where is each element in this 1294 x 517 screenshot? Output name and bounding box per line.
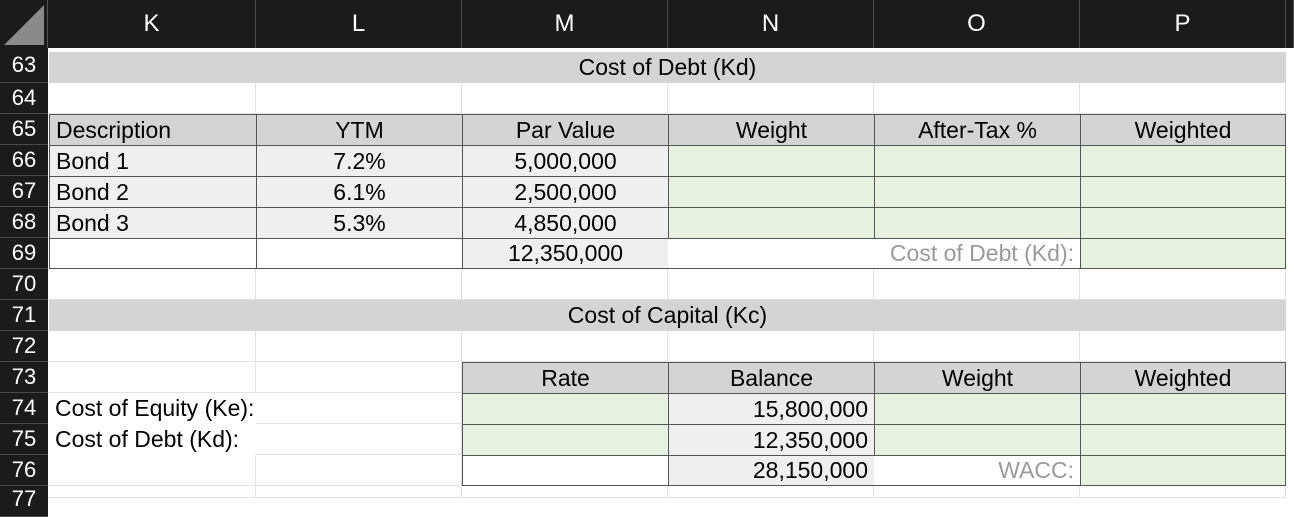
bond-3-weight[interactable] xyxy=(668,207,875,239)
cell-l69[interactable] xyxy=(256,238,463,269)
cell-l76[interactable] xyxy=(256,455,462,486)
column-header-k[interactable]: K xyxy=(48,0,256,48)
bond-1-weight[interactable] xyxy=(668,145,875,177)
bond-3-after-tax[interactable] xyxy=(874,207,1081,239)
row-header-68[interactable]: 68 xyxy=(0,207,48,238)
row-header-63[interactable]: 63 xyxy=(0,48,48,83)
debt-rate[interactable] xyxy=(462,424,669,456)
row-header-71[interactable]: 71 xyxy=(0,300,48,331)
debt-balance[interactable]: 12,350,000 xyxy=(668,424,875,456)
debt-label[interactable]: Cost of Debt (Kd): xyxy=(55,426,240,452)
cell-l64[interactable] xyxy=(256,83,462,114)
select-all-icon xyxy=(4,5,44,45)
debt-header-weighted[interactable]: Weighted xyxy=(1080,114,1286,146)
cell-k73[interactable] xyxy=(48,362,256,393)
cell-m64[interactable] xyxy=(462,83,668,114)
bond-2-par[interactable]: 2,500,000 xyxy=(462,176,669,208)
column-header-p[interactable]: P xyxy=(1080,0,1286,48)
bond-3-ytm[interactable]: 5.3% xyxy=(256,207,463,239)
cell-l77[interactable] xyxy=(256,486,462,498)
cell-k76[interactable] xyxy=(48,455,256,486)
cell-p70[interactable] xyxy=(1080,269,1286,300)
debt-header-ytm[interactable]: YTM xyxy=(256,114,463,146)
equity-weight[interactable] xyxy=(874,393,1081,425)
debt-result-value[interactable] xyxy=(1080,238,1286,269)
cell-k77[interactable] xyxy=(48,486,256,498)
row-header-76[interactable]: 76 xyxy=(0,455,48,486)
row-header-75[interactable]: 75 xyxy=(0,424,48,455)
debt-header-weight[interactable]: Weight xyxy=(668,114,875,146)
bond-3-par[interactable]: 4,850,000 xyxy=(462,207,669,239)
cell-m77[interactable] xyxy=(462,486,668,498)
debt-total-par[interactable]: 12,350,000 xyxy=(462,238,669,269)
cell-o64[interactable] xyxy=(874,83,1080,114)
row-header-70[interactable]: 70 xyxy=(0,269,48,300)
row-header-77[interactable]: 77 xyxy=(0,486,48,517)
cell-o70[interactable] xyxy=(874,269,1080,300)
wacc-label[interactable]: WACC: xyxy=(874,455,1080,486)
capital-header-weighted[interactable]: Weighted xyxy=(1080,362,1286,394)
row-header-66[interactable]: 66 xyxy=(0,145,48,176)
row-header-72[interactable]: 72 xyxy=(0,331,48,362)
bond-2-weight[interactable] xyxy=(668,176,875,208)
debt-weighted[interactable] xyxy=(1080,424,1286,456)
column-header-l[interactable]: L xyxy=(256,0,462,48)
bond-2-ytm[interactable]: 6.1% xyxy=(256,176,463,208)
capital-section-title[interactable]: Cost of Capital (Kc) xyxy=(49,300,1286,331)
bond-1-par[interactable]: 5,000,000 xyxy=(462,145,669,177)
cell-l72[interactable] xyxy=(256,331,462,362)
cell-p72[interactable] xyxy=(1080,331,1286,362)
column-header-n[interactable]: N xyxy=(668,0,874,48)
cell-m72[interactable] xyxy=(462,331,668,362)
equity-rate[interactable] xyxy=(462,393,669,425)
debt-header-after-tax[interactable]: After-Tax % xyxy=(874,114,1081,146)
capital-header-weight[interactable]: Weight xyxy=(874,362,1081,394)
bond-2-description[interactable]: Bond 2 xyxy=(49,176,257,208)
bond-1-description[interactable]: Bond 1 xyxy=(49,145,257,177)
cell-m76[interactable] xyxy=(462,455,669,486)
cell-o77[interactable] xyxy=(874,486,1080,498)
cell-k64[interactable] xyxy=(48,83,256,114)
cell-m70[interactable] xyxy=(462,269,668,300)
capital-total-balance[interactable]: 28,150,000 xyxy=(668,455,875,486)
cell-n72[interactable] xyxy=(668,331,874,362)
capital-header-rate[interactable]: Rate xyxy=(462,362,669,394)
row-header-74[interactable]: 74 xyxy=(0,393,48,424)
bond-2-after-tax[interactable] xyxy=(874,176,1081,208)
bond-1-weighted[interactable] xyxy=(1080,145,1286,177)
select-all-corner[interactable] xyxy=(0,0,48,48)
debt-section-title[interactable]: Cost of Debt (Kd) xyxy=(49,52,1286,83)
debt-result-label[interactable]: Cost of Debt (Kd): xyxy=(668,238,1080,269)
cell-k72[interactable] xyxy=(48,331,256,362)
cell-n64[interactable] xyxy=(668,83,874,114)
column-header-o[interactable]: O xyxy=(874,0,1080,48)
bond-1-after-tax[interactable] xyxy=(874,145,1081,177)
bond-3-weighted[interactable] xyxy=(1080,207,1286,239)
row-header-73[interactable]: 73 xyxy=(0,362,48,393)
capital-header-balance[interactable]: Balance xyxy=(668,362,875,394)
debt-header-par-value[interactable]: Par Value xyxy=(462,114,669,146)
row-header-69[interactable]: 69 xyxy=(0,238,48,269)
debt-header-description[interactable]: Description xyxy=(49,114,257,146)
equity-weighted[interactable] xyxy=(1080,393,1286,425)
row-header-67[interactable]: 67 xyxy=(0,176,48,207)
bond-1-ytm[interactable]: 7.2% xyxy=(256,145,463,177)
row-header-64[interactable]: 64 xyxy=(0,83,48,114)
cell-n70[interactable] xyxy=(668,269,874,300)
cell-p77[interactable] xyxy=(1080,486,1286,498)
column-header-q[interactable] xyxy=(1286,0,1294,48)
bond-2-weighted[interactable] xyxy=(1080,176,1286,208)
wacc-value[interactable] xyxy=(1080,455,1286,486)
cell-k70[interactable] xyxy=(48,269,256,300)
bond-3-description[interactable]: Bond 3 xyxy=(49,207,257,239)
cell-p64[interactable] xyxy=(1080,83,1286,114)
cell-o72[interactable] xyxy=(874,331,1080,362)
cell-l70[interactable] xyxy=(256,269,462,300)
cell-n77[interactable] xyxy=(668,486,874,498)
row-header-65[interactable]: 65 xyxy=(0,114,48,145)
cell-k69[interactable] xyxy=(49,238,257,269)
column-header-m[interactable]: M xyxy=(462,0,668,48)
equity-label[interactable]: Cost of Equity (Ke): xyxy=(55,395,255,421)
equity-balance[interactable]: 15,800,000 xyxy=(668,393,875,425)
cell-l73[interactable] xyxy=(256,362,462,393)
debt-weight[interactable] xyxy=(874,424,1081,456)
